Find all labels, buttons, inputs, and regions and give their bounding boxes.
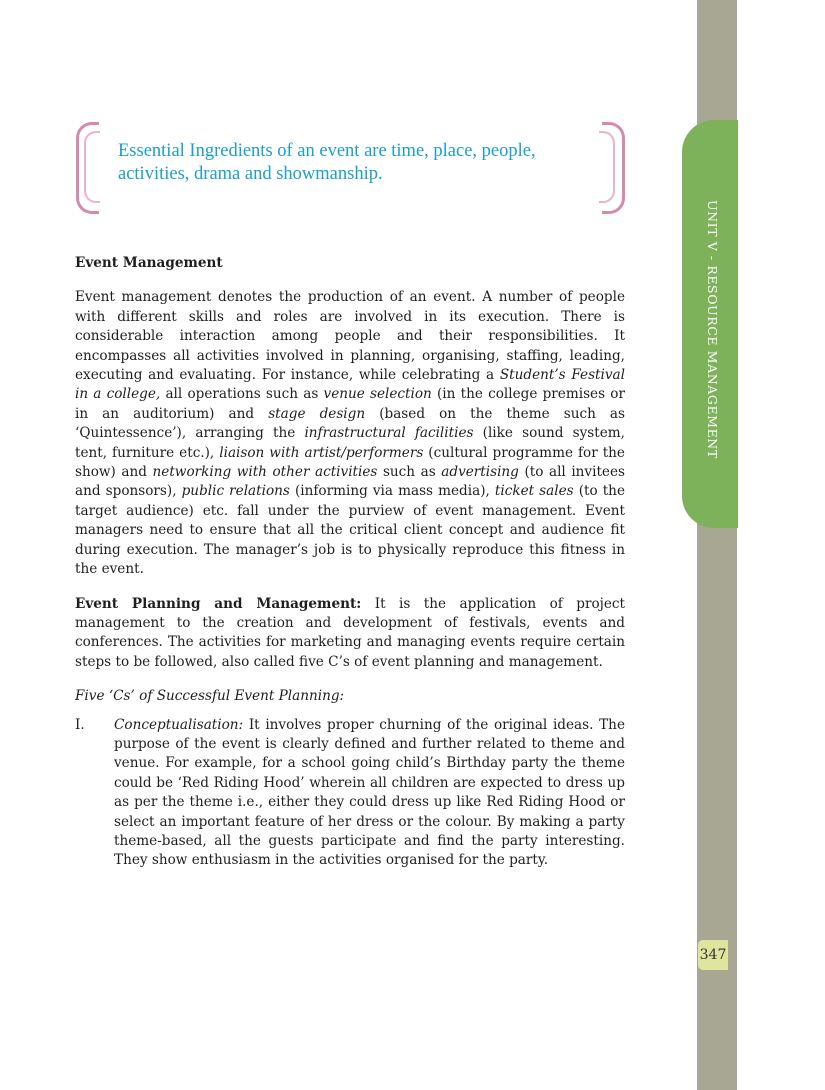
para1-seg: (in the college premises or in an auditorium) and bbox=[75, 386, 625, 422]
paragraph-event-planning bbox=[75, 595, 625, 673]
para1-seg: (to all invitees and sponsors), bbox=[75, 464, 625, 500]
callout-right-bracket bbox=[602, 122, 625, 214]
callout-left-bracket bbox=[76, 122, 99, 214]
list-item-text: It involves proper churning of the original ideas. The purpose of the event is clearly defined and further related to theme and venue. For example, for a school going child’s Birthday party the theme could be ‘Red Riding Hood’ wherein all children are expected to dress up as per the theme i.e., either they could dress up like Red Riding Hood or select an important feature of her dress or the colour. By making a party theme-based, all the guests participate and find the party interesting. They show enthusiasm in the activities organised for the party. bbox=[114, 716, 625, 869]
section-heading: Event Management bbox=[75, 255, 223, 271]
callout-text: Essential Ingredients of an event are time, place, people, activities, drama and showmanship. bbox=[118, 141, 536, 184]
para1-italic: stage design bbox=[268, 405, 366, 422]
main-content bbox=[75, 254, 625, 871]
page-number: 347 bbox=[698, 940, 728, 970]
five-cs-title: Five ‘Cs’ of Successful Event Planning: bbox=[75, 688, 345, 705]
list-item bbox=[75, 716, 625, 871]
para1-italic: public relations bbox=[181, 483, 290, 500]
para1-italic: venue selection bbox=[323, 386, 432, 403]
para1-seg: Event management denotes the production of an event. A number of people with different skills and roles are involved in its execution. There is considerable interaction among people and their responsibilities. It encompasses all activities involved in planning, organising, staffing, leading, executing and evaluating. For instance, while celebrating a bbox=[75, 289, 625, 384]
para1-seg: (to the target audience) etc. fall under the purview of event management. Event managers need to ensure that all the critical client concept and audience fit during execution. The manager’s job is to physically reproduce this fitness in the event. bbox=[75, 483, 625, 578]
paragraph-event-management bbox=[75, 288, 625, 579]
para1-seg: (based on the theme such as ‘Quintessence’), arranging the bbox=[75, 405, 625, 442]
para1-italic: liaison with artist/performers bbox=[219, 444, 424, 461]
para1-italic: Student’s Festival in a college, bbox=[75, 367, 625, 403]
para1-italic: ticket sales bbox=[494, 483, 574, 500]
para1-italic: networking with other activities bbox=[152, 464, 378, 481]
list-item-term: Conceptualisation: bbox=[114, 716, 244, 733]
para1-seg: such as bbox=[377, 464, 442, 481]
para1-italic: advertising bbox=[441, 464, 519, 481]
unit-label: UNIT V - RESOURCE MANAGEMENT bbox=[705, 200, 720, 459]
para1-seg: all operations such as bbox=[160, 386, 324, 403]
para1-seg: (informing via mass media), bbox=[289, 483, 495, 500]
para1-seg: (cultural programme for the show) and bbox=[75, 444, 625, 481]
para1-seg: (like sound system, tent, furniture etc.), bbox=[75, 425, 625, 461]
planning-text: It is the application of project management to the creation and development of festivals, events and conferences. The activities for marketing and managing events require certain steps to be followed, also called five C’s of event planning and management. bbox=[75, 595, 625, 670]
list-item-number: I. bbox=[75, 716, 85, 733]
planning-term: Event Planning and Management: bbox=[75, 595, 362, 612]
para1-italic: infrastructural facilities bbox=[304, 425, 474, 442]
